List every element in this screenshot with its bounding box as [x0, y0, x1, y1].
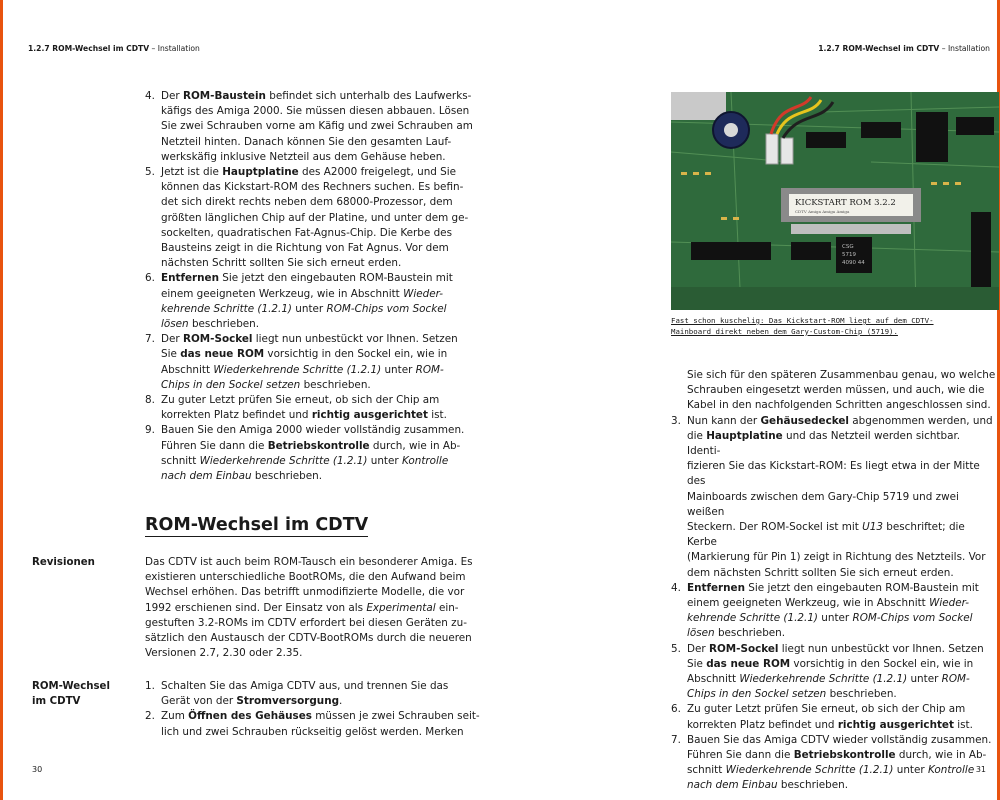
- list-item: [145, 165, 485, 271]
- photo-caption: [671, 316, 1000, 337]
- list-item: [145, 423, 485, 484]
- step-number: 5.: [671, 642, 681, 655]
- step-number: 1.: [145, 680, 155, 692]
- text-line: Der ROM-Baustein befindet sich unterhalb des Laufwerks-: [161, 90, 472, 102]
- text-line: größten länglichen Chip auf der Platine, und unter dem ge-: [161, 211, 469, 224]
- text-line: Abschnitt Wiederkehrende Schritte (1.2.1) unter ROM-: [161, 363, 444, 376]
- text-line: die Hauptplatine und das Netzteil werden sichtbar. Identi-: [687, 429, 961, 458]
- running-head-right: 1.2.7 ROM-Wechsel im CDTV – Installation: [818, 44, 990, 53]
- list-item: [145, 679, 485, 709]
- step-number: 7.: [671, 733, 681, 746]
- text-line: fizieren Sie das Kickstart-ROM: Es liegt etwa in der Mitte des: [687, 460, 980, 488]
- list-item: [145, 709, 485, 739]
- text-line: Fast schon kuschelig: Das Kickstart-ROM liegt auf dem CDTV-: [671, 316, 934, 325]
- svg-text:4090 44: 4090 44: [842, 260, 865, 266]
- text-line: Schrauben eingesetzt werden müssen, und auch, wie die: [687, 384, 985, 397]
- text-line: Netzteil hinten. Danach können Sie den gesamten Lauf-: [161, 135, 452, 148]
- text-line: Zu guter Letzt prüfen Sie erneut, ob sich der Chip am: [161, 394, 440, 407]
- text-line: Sie das neue ROM vorsichtig in den Sockel ein, wie in: [687, 657, 974, 670]
- metal-bracket: [671, 92, 726, 120]
- list-item: [671, 702, 996, 732]
- continuation-paragraph: [671, 368, 996, 414]
- text-line: sätzlich den Austausch der CDTV-BootROMs durch die neueren: [145, 632, 472, 645]
- revisionen-paragraph: [145, 555, 485, 661]
- text-line: Sie zwei Schrauben vorne am Käfig und zwei Schrauben am: [161, 120, 473, 133]
- text-line: einem geeigneten Werkzeug, wie in Abschnitt Wieder-: [161, 287, 444, 300]
- list-item: [145, 393, 485, 423]
- text-line: Entfernen Sie jetzt den eingebauten ROM-Baustein mit: [687, 581, 979, 594]
- text-line: gestuften 3.2-ROMs im CDTV erfordert bei diesen Geräten zu-: [145, 616, 467, 629]
- text-line: Bauen Sie das Amiga CDTV wieder vollständig zusammen.: [687, 733, 992, 746]
- text-line: schnitt Wiederkehrende Schritte (1.2.1) unter Kontrolle: [687, 764, 975, 777]
- page-number-right: 31: [975, 765, 986, 774]
- side-label-rom-wechsel: [32, 679, 127, 709]
- text-line: kehrende Schritte (1.2.1) unter ROM-Chips vom Sockel: [161, 302, 447, 315]
- text-line: lösen beschrieben.: [161, 318, 260, 331]
- text-line: existieren unterschiedliche BootROMs, die den Aufwand beim: [145, 571, 466, 584]
- step-number: 6.: [671, 703, 681, 716]
- running-head-left: 1.2.7 ROM-Wechsel im CDTV – Installation: [28, 44, 200, 53]
- text-line: Zum Öffnen des Gehäuses müssen je zwei Schrauben seit-: [161, 710, 480, 723]
- step-number: 8.: [145, 394, 155, 407]
- text-line: Schalten Sie das Amiga CDTV aus, und trennen Sie das: [161, 680, 449, 692]
- text-line: nächsten Schritt sollten Sie sich erneut erden.: [161, 257, 402, 270]
- list-item: [671, 642, 996, 703]
- text-line: Chips in den Sockel setzen beschrieben.: [161, 378, 371, 391]
- text-line: Jetzt ist die Hauptplatine des A2000 freigelegt, und Sie: [161, 166, 457, 179]
- text-line: Der ROM-Sockel liegt nun unbestückt vor Ihnen. Setzen: [687, 642, 984, 655]
- section-heading: ROM-Wechsel im CDTV: [145, 515, 369, 535]
- step-number: 6.: [145, 272, 155, 285]
- text-line: korrekten Platz befindet und richtig ausgerichtet ist.: [161, 409, 447, 422]
- mainboard-photo: [671, 92, 999, 310]
- text-line: Wechsel erhöhen. Das betrifft unmodifizierte Modelle, die vor: [145, 586, 465, 599]
- text-line: Führen Sie dann die Betriebskontrolle durch, wie in Ab-: [161, 439, 461, 452]
- text-line: werkskäfig inklusive Netzteil aus dem Gehäuse heben.: [161, 150, 446, 163]
- list-item: [671, 414, 996, 581]
- text-line: schnitt Wiederkehrende Schritte (1.2.1) unter Kontrolle: [161, 454, 449, 467]
- side-label-revisionen: Revisionen: [32, 557, 95, 568]
- step-number: 9.: [145, 424, 155, 437]
- text-line: korrekten Platz befindet und richtig ausgerichtet ist.: [687, 718, 973, 731]
- list-item: [671, 581, 996, 642]
- text-line: (Markierung für Pin 1) zeigt in Richtung des Netzteils. Vor: [687, 551, 986, 564]
- step-number: 4.: [671, 581, 681, 594]
- text-line: Zu guter Letzt prüfen Sie erneut, ob sich der Chip am: [687, 703, 966, 716]
- text-line: Kabel in den nachfolgenden Schritten angeschlossen sind.: [687, 399, 991, 412]
- list-item: [671, 733, 996, 794]
- text-line: det sich direkt rechts neben dem 68000-Prozessor, dem: [161, 196, 453, 209]
- steps-cdtv-start: [145, 679, 485, 740]
- text-line: Chips in den Sockel setzen beschrieben.: [687, 688, 897, 701]
- text-line: Nun kann der Gehäusedeckel abgenommen werden, und: [687, 414, 993, 427]
- text-line: 1992 erschienen sind. Der Einsatz von als Experimental ein-: [145, 601, 459, 614]
- list-item: [145, 332, 485, 393]
- text-line: Versionen 2.7, 2.30 oder 2.35.: [145, 647, 303, 660]
- chip-label-sub: CDTV Amiga Amiga Amiga: [795, 209, 850, 214]
- text-line: ROM-Wechsel: [32, 681, 110, 692]
- text-line: einem geeigneten Werkzeug, wie in Abschnitt Wieder-: [687, 597, 970, 610]
- white-connector: [766, 134, 778, 164]
- text-line: Der ROM-Sockel liegt nun unbestückt vor Ihnen. Setzen: [161, 333, 458, 346]
- text-line: Bauen Sie den Amiga 2000 wieder vollständig zusammen.: [161, 424, 465, 437]
- text-line: kehrende Schritte (1.2.1) unter ROM-Chips vom Sockel: [687, 612, 973, 625]
- text-line: nach dem Einbau beschrieben.: [687, 779, 848, 792]
- text-line: Entfernen Sie jetzt den eingebauten ROM-Baustein mit: [161, 272, 453, 285]
- svg-text:5719: 5719: [842, 252, 856, 258]
- text-line: können das Kickstart-ROM des Rechners suchen. Es befin-: [161, 181, 464, 194]
- step-number: 3.: [671, 414, 681, 427]
- step-number: 4.: [145, 90, 155, 102]
- chip-label-title: KICKSTART ROM 3.2.2: [795, 198, 896, 208]
- svg-text:CSG: CSG: [842, 244, 854, 250]
- page-number-left: 30: [32, 765, 43, 774]
- text-line: lich und zwei Schrauben rückseitig gelöst werden. Merken: [161, 725, 464, 738]
- text-line: Mainboards zwischen dem Gary-Chip 5719 und zwei weißen: [687, 490, 959, 518]
- text-line: sockelten, quadratischen Fat-Agnus-Chip. Die Kerbe des: [161, 226, 452, 239]
- step-number: 7.: [145, 333, 155, 346]
- text-line: käfigs des Amiga 2000. Sie müssen diesen abbauen. Lösen: [161, 105, 470, 118]
- text-line: Steckern. Der ROM-Sockel ist mit U13 beschriftet; die Kerbe: [687, 521, 965, 549]
- text-line: Führen Sie dann die Betriebskontrolle durch, wie in Ab-: [687, 749, 987, 762]
- text-line: Das CDTV ist auch beim ROM-Tausch ein besonderer Amiga. Es: [145, 556, 473, 568]
- cdtv-mainboard-illustration: [671, 92, 999, 310]
- list-item: [145, 271, 485, 332]
- right-body: [671, 368, 996, 794]
- text-line: im CDTV: [32, 696, 81, 708]
- text-line: Sie das neue ROM vorsichtig in den Sockel ein, wie in: [161, 348, 448, 361]
- text-line: nach dem Einbau beschrieben.: [161, 470, 322, 483]
- list-item: [145, 89, 485, 165]
- text-line: lösen beschrieben.: [687, 627, 786, 640]
- steps-a2000: [145, 89, 485, 484]
- text-line: dem nächsten Schritt sollten Sie sich erneut erden.: [687, 566, 954, 579]
- text-line: Bausteins zeigt in die Richtung von Fat Agnus. Vor dem: [161, 242, 449, 255]
- step-number: 5.: [145, 166, 155, 179]
- text-line: Gerät von der Stromversorgung.: [161, 695, 343, 708]
- text-line: Abschnitt Wiederkehrende Schritte (1.2.1) unter ROM-: [687, 673, 970, 686]
- text-line: Sie sich für den späteren Zusammenbau genau, wo welche: [687, 369, 996, 381]
- step-number: 2.: [145, 710, 155, 723]
- text-line: Mainboard direkt neben dem Gary-Custom-Chip (5719).: [671, 326, 898, 336]
